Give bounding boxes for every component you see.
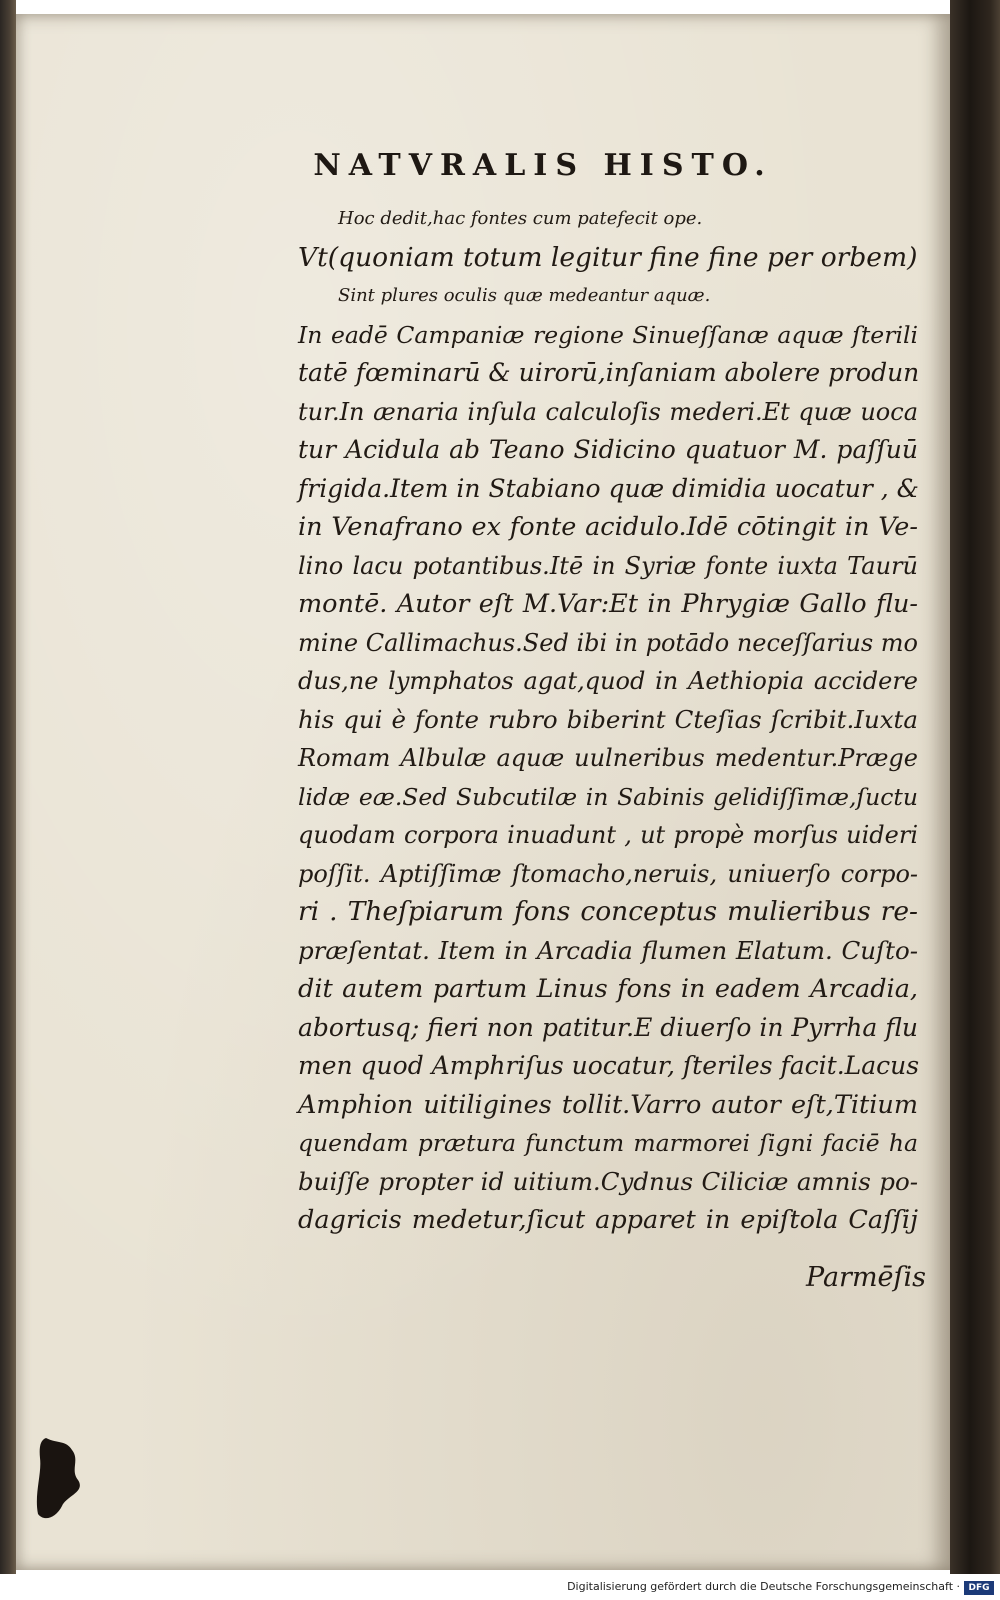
text-line: quodam corpora inuadunt , ut propè morſus uideri — [298, 821, 918, 849]
footer-bar — [0, 1578, 1000, 1600]
text-line: Amphion uitiligines tollit.Varro autor eſt,Titium — [298, 1089, 918, 1120]
text-line: dus,ne lymphatos agat,quod in Aethiopia accidere — [298, 667, 918, 695]
text-line: Vt(quoniam totum legitur fine fine per orbem) — [298, 241, 918, 273]
text-line: Romam Albulæ aquæ uulneribus medentur.Præge — [298, 744, 918, 772]
text-line: mine Callimachus.Sed ibi in potādo neceſſarius mo — [298, 628, 918, 657]
binding-edge-left — [0, 0, 16, 1574]
ink-stain — [36, 1434, 88, 1524]
funding-credit: Digitalisierung gefördert durch die Deutsche Forschungsgemeinschaft · — [567, 1580, 960, 1593]
text-line: tatē fœminarū & uirorū,inſaniam abolere produn — [298, 358, 920, 387]
text-line: ri . Theſpiarum fons conceptus mulieribus re- — [298, 896, 918, 927]
binding-edge-right — [950, 0, 1000, 1574]
text-line: dit autem partum Linus fons in eadem Arcadia, — [298, 974, 918, 1004]
text-line: in Venafrano ex fonte acidulo.Idē cōtingit in Ve- — [298, 512, 918, 542]
text-line: lidæ eæ.Sed Subcutilæ in Sabinis gelidiſſimæ,ſuctu — [298, 782, 918, 811]
text-line: dagricis medetur,ſicut apparet in epiſtola Caſſij — [298, 1205, 918, 1235]
text-line: lino lacu potantibus.Itē in Syriæ fonte iuxta Taurū — [298, 551, 918, 580]
text-line: montē. Autor eſt M.Var:Et in Phrygiæ Gallo flu- — [298, 589, 918, 619]
text-line: quendam prætura functum marmorei ſigni faciē ha — [298, 1129, 918, 1157]
text-line: abortusq; fieri non patitur.E diuerſo in Pyrrha flu — [298, 1012, 918, 1042]
body-text — [298, 200, 918, 1240]
text-line: tur.In ænaria inſula calculoſis mederi.Et quæ uoca — [298, 397, 918, 426]
running-head: NATVRALIS HISTO. — [313, 148, 773, 183]
text-line: tur Acidula ab Teano Sidicino quatuor M. paſſuū — [298, 435, 918, 464]
book-page — [16, 14, 950, 1570]
text-line: men quod Amphriſus uocatur, ſteriles facit.Lacus — [298, 1051, 920, 1080]
text-line: his qui è fonte rubro biberint Cteſias ſcribit.Iuxta — [298, 704, 918, 734]
text-line: poſſit. Aptiſſimæ ſtomacho,neruis, uniuerſo corpo- — [298, 859, 918, 888]
dfg-logo: DFG — [964, 1581, 994, 1595]
text-line: In eadē Campaniæ regione Sinueſſanæ aquæ ſterili — [298, 320, 918, 349]
text-line: præſentat. Item in Arcadia flumen Elatum. Cuſto- — [298, 935, 918, 965]
text-line: Sint plures oculis quæ medeantur aquæ. — [338, 285, 711, 306]
text-line: Hoc dedit,hac fontes cum patefecit ope. — [338, 208, 703, 229]
text-line: buiſſe propter id uitium.Cydnus Ciliciæ amnis po- — [298, 1166, 918, 1196]
text-line: frigida.Item in Stabiano quæ dimidia uocatur , & — [298, 473, 919, 503]
catchword: Parmēſis — [806, 1262, 927, 1293]
